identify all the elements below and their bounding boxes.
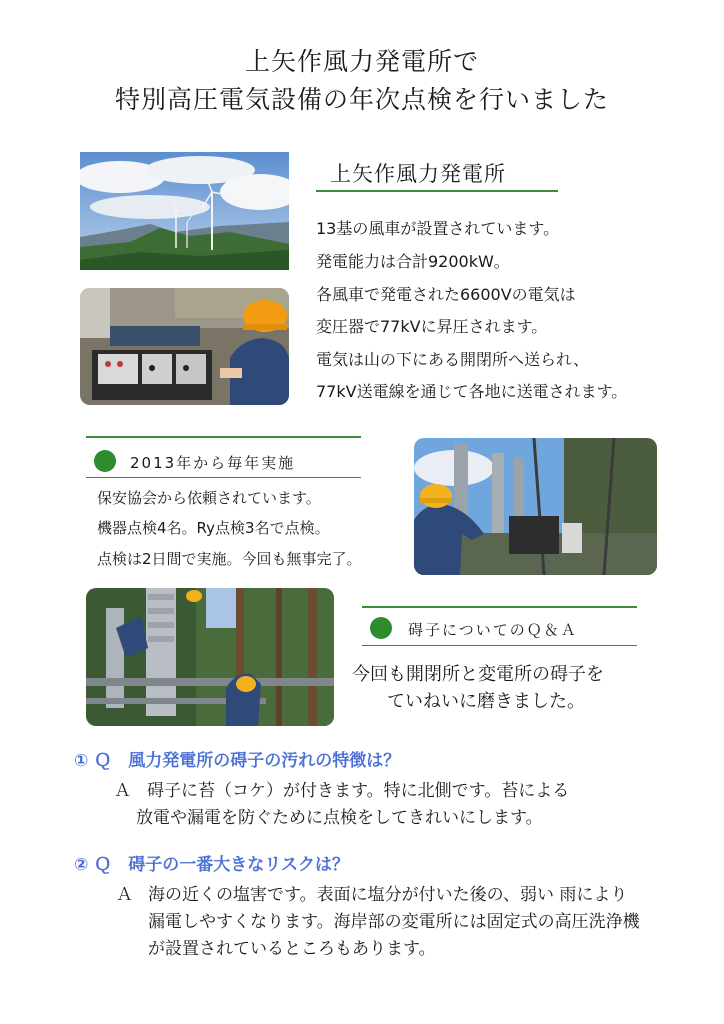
answer-1-line-1: 碍子に苔（コケ）が付きます。特に北側です。苔による	[147, 781, 570, 801]
answer-1-label: Ａ	[114, 781, 131, 801]
answer-2-line-2: 漏電しやすくなります。海岸部の変電所には固定式の高圧洗浄機	[148, 912, 640, 932]
annual-line-3: 点検は2日間で実施。今回も無事完了。	[97, 550, 362, 568]
answer-2-line-1: 海の近くの塩害です。表面に塩分が付いた後の、弱い 雨により	[148, 885, 628, 905]
insulator-line-1: 今回も開閉所と変電所の碍子を	[352, 664, 604, 685]
wind-farm-heading: 上矢作風力発電所	[330, 162, 506, 186]
annual-section-top-rule	[86, 436, 361, 438]
annual-section-bottom-rule	[86, 477, 361, 478]
intro-line-2: 発電能力は合計9200kW。	[316, 252, 510, 271]
equipment-inspection-photo	[80, 288, 289, 405]
question-2: ② Ｑ 碍子の一番大きなリスクは？	[74, 855, 349, 875]
annual-line-2: 機器点検4名。Ry点検3名で点検。	[97, 519, 330, 537]
page-title-line-1: 上矢作風力発電所で	[244, 47, 479, 76]
answer-1-line-2: 放電や漏電を防ぐために点検をしてきれいにします。	[136, 808, 543, 828]
page-title-line-2: 特別高圧電気設備の年次点検を行いました	[114, 85, 609, 114]
intro-line-3: 各風車で発電された6600Vの電気は	[316, 285, 576, 304]
insulator-section-bottom-rule	[362, 645, 637, 646]
wind-farm-heading-underline	[316, 190, 558, 192]
intro-line-1: 13基の風車が設置されています。	[316, 219, 560, 238]
intro-line-6: 77kV送電線を通じて各地に送電されます。	[316, 382, 628, 401]
insulator-section-heading: 碍子についてのＱ＆Ａ	[408, 621, 578, 639]
intro-line-5: 電気は山の下にある開閉所へ送られ、	[316, 350, 589, 369]
green-bullet-icon	[370, 617, 392, 639]
insulator-cleaning-photo	[86, 588, 334, 726]
answer-2-line-3: が設置されているところもあります。	[148, 939, 436, 959]
insulator-section-top-rule	[362, 606, 637, 608]
wind-turbine-photo	[80, 152, 289, 270]
intro-line-4: 変圧器で77kVに昇圧されます。	[316, 317, 548, 336]
answer-2-label: Ａ	[116, 885, 133, 905]
question-1: ① Ｑ 風力発電所の碍子の汚れの特徴は？	[74, 751, 401, 771]
insulator-line-2: ていねいに磨きました。	[387, 691, 585, 712]
annual-line-1: 保安協会から依頼されています。	[97, 489, 321, 507]
substation-worker-photo	[414, 438, 657, 575]
green-bullet-icon	[94, 450, 116, 472]
annual-section-heading: 2013年から毎年実施	[130, 454, 296, 472]
